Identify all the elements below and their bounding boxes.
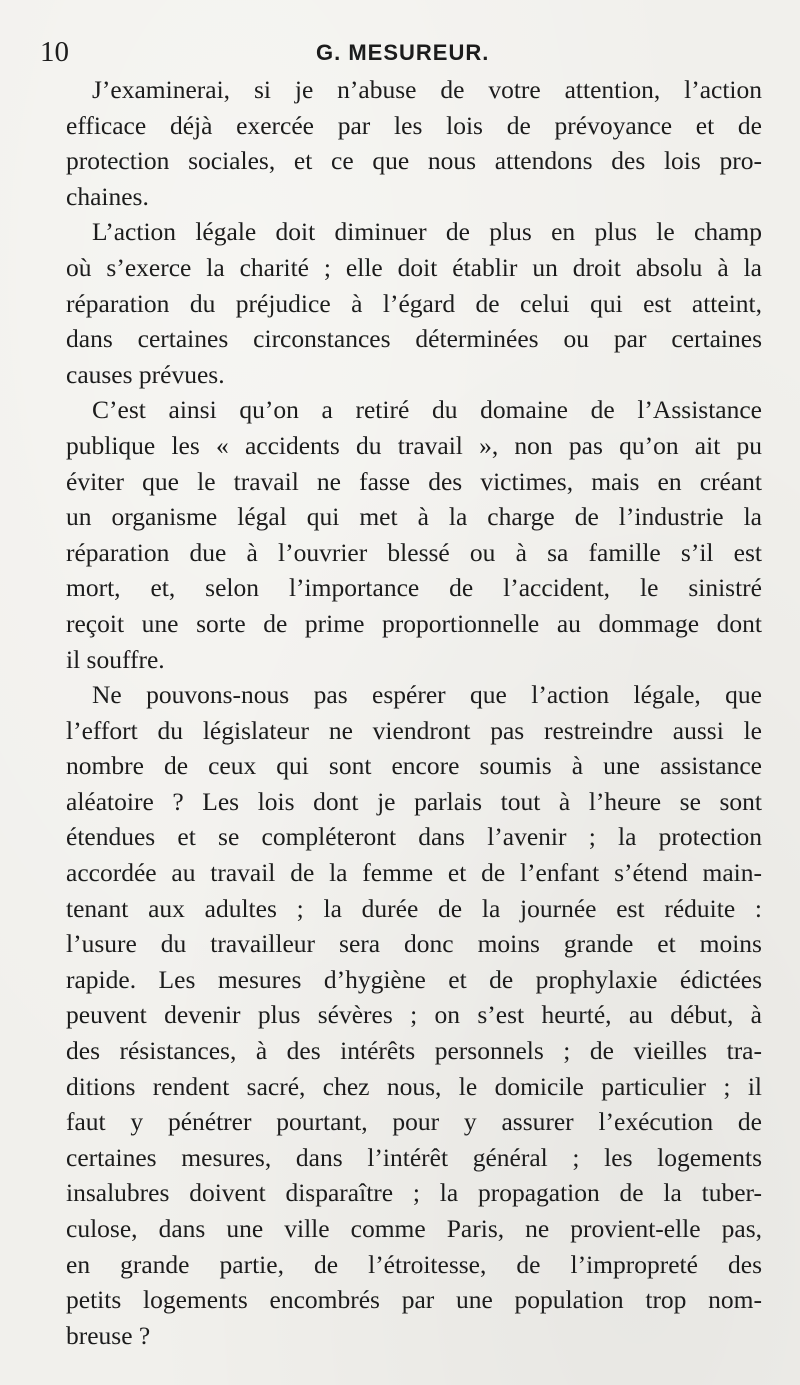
text-line: réparation du préjudice à l’égard de celui qui est atteint, bbox=[66, 288, 762, 318]
text-line: éviter que le travail ne fasse des victimes, mais en créant bbox=[66, 466, 762, 496]
text-line: accordée au travail de la femme et de l’enfant s’étend main- bbox=[66, 858, 762, 888]
text-line: C’est ainsi qu’on a retiré du domaine de l’Assistance bbox=[92, 395, 762, 425]
paragraph bbox=[40, 392, 762, 677]
text-line: étendues et se compléteront dans l’avenir ; la protection bbox=[66, 822, 762, 852]
text-line: aléatoire ? Les lois dont je parlais tout à l’heure se sont bbox=[66, 786, 762, 816]
text-line: petits logements encombrés par une population trop nom- bbox=[66, 1285, 762, 1315]
text-line: réparation due à l’ouvrier blessé ou à sa famille s’il est bbox=[66, 537, 762, 567]
text-line: L’action légale doit diminuer de plus en plus le champ bbox=[92, 217, 762, 247]
text-line: nombre de ceux qui sont encore soumis à une assistance bbox=[66, 751, 762, 781]
text-line: mort, et, selon l’importance de l’accident, le sinistré bbox=[66, 573, 762, 603]
text-line: causes prévues. bbox=[66, 359, 225, 389]
paragraph bbox=[40, 677, 762, 1353]
text-line: où s’exerce la charité ; elle doit établir un droit absolu à la bbox=[66, 252, 762, 282]
text-line: des résistances, à des intérêts personnels ; de vieilles tra- bbox=[66, 1036, 762, 1066]
page-header bbox=[40, 34, 760, 70]
text-line: protection sociales, et ce que nous attendons des lois pro- bbox=[66, 146, 762, 176]
text-line: il souffre. bbox=[66, 644, 165, 674]
text-line: peuvent devenir plus sévères ; on s’est heurté, au début, à bbox=[66, 1000, 762, 1030]
text-line: publique les « accidents du travail », non pas qu’on ait pu bbox=[66, 430, 762, 460]
text-line: ditions rendent sacré, chez nous, le domicile particulier ; il bbox=[66, 1071, 762, 1101]
text-line: faut y pénétrer pourtant, pour y assurer l’exécution de bbox=[66, 1107, 762, 1137]
text-line: en grande partie, de l’étroitesse, de l’impropreté des bbox=[66, 1249, 762, 1279]
text-line: reçoit une sorte de prime proportionnelle au dommage dont bbox=[66, 608, 762, 638]
text-line: l’usure du travailleur sera donc moins grande et moins bbox=[66, 929, 762, 959]
running-head: G. MESUREUR. bbox=[316, 40, 490, 65]
text-line: chaines. bbox=[66, 181, 149, 211]
text-line: dans certaines circonstances déterminées ou par certaines bbox=[66, 324, 762, 354]
text-line: insalubres doivent disparaître ; la propagation de la tuber- bbox=[66, 1178, 762, 1208]
paragraph bbox=[40, 72, 762, 214]
text-line: un organisme légal qui met à la charge de l’industrie la bbox=[66, 502, 762, 532]
text-line: certaines mesures, dans l’intérêt général ; les logements bbox=[66, 1142, 762, 1172]
text-line: tenant aux adultes ; la durée de la journée est réduite : bbox=[66, 893, 762, 923]
page-number: 10 bbox=[40, 36, 69, 68]
text-line: rapide. Les mesures d’hygiène et de prophylaxie édictées bbox=[66, 964, 762, 994]
paragraph bbox=[40, 214, 762, 392]
text-line: breuse ? bbox=[66, 1320, 151, 1350]
text-line: l’effort du législateur ne viendront pas restreindre aussi le bbox=[66, 715, 762, 745]
text-line: culose, dans une ville comme Paris, ne provient-elle pas, bbox=[66, 1214, 762, 1243]
text-line: efficace déjà exercée par les lois de prévoyance et de bbox=[66, 110, 762, 140]
text-line: Ne pouvons-nous pas espérer que l’action légale, que bbox=[92, 680, 762, 710]
body-text bbox=[40, 72, 762, 1353]
text-line: J’examinerai, si je n’abuse de votre attention, l’action bbox=[92, 75, 762, 104]
